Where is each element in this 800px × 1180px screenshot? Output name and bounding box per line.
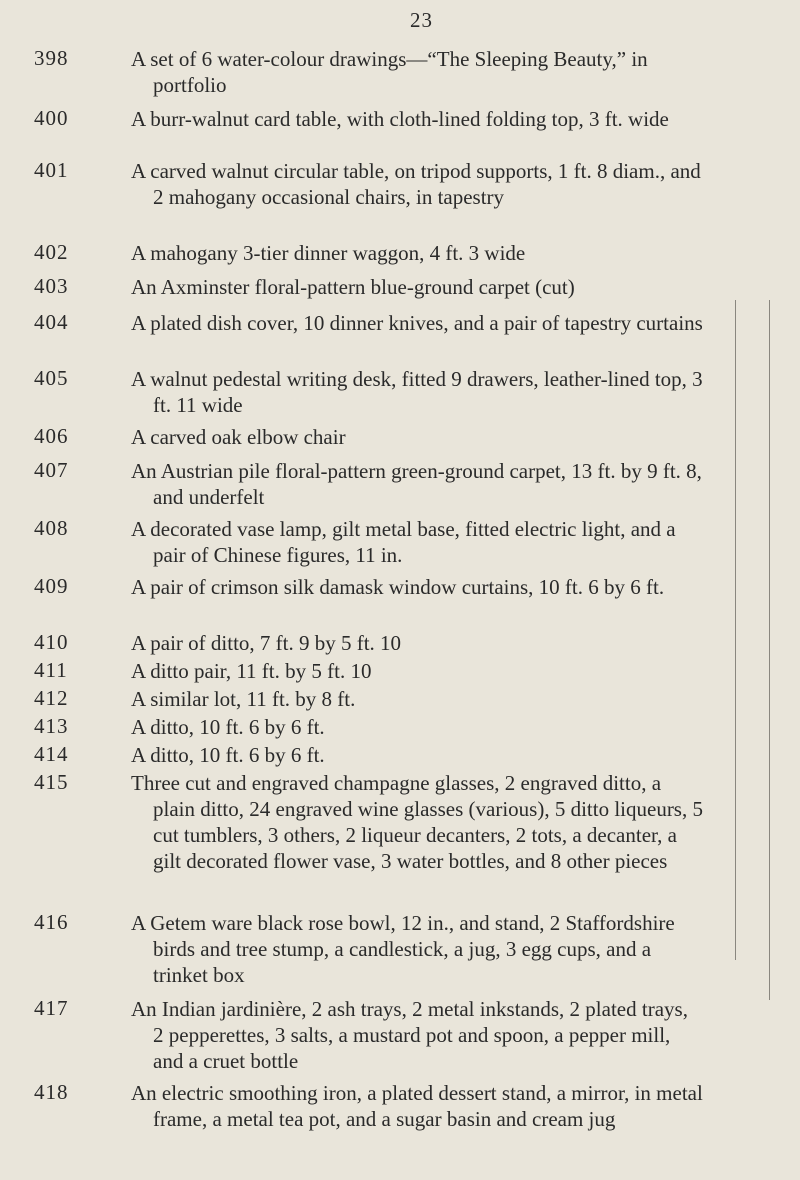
lot-description: An Axminster floral-pattern blue-ground carpet (cut) <box>131 275 575 299</box>
lot-number: 411 <box>34 658 68 682</box>
lot-description: A ditto, 10 ft. 6 by 6 ft. <box>131 743 325 767</box>
lot-description: A walnut pedestal writing desk, fitted 9 drawers, leather-lined top, 3 ft. 11 wide <box>131 367 703 417</box>
lot-description: A plated dish cover, 10 dinner knives, and a pair of tapestry curtains <box>131 311 703 335</box>
lot-description: A mahogany 3-tier dinner waggon, 4 ft. 3 wide <box>131 241 526 265</box>
lot-number: 407 <box>34 458 69 482</box>
lot-number: 402 <box>34 240 69 264</box>
lot-description: A Getem ware black rose bowl, 12 in., and stand, 2 Staffordshire birds and tree stump, a candlestick, a jug, 3 egg cups, and a trinket box <box>131 911 675 987</box>
lot-description: An Indian jardinière, 2 ash trays, 2 metal inkstands, 2 plated trays, 2 pepperettes, 3 salts, a mustard pot and spoon, a pepper mill, and a cruet bottle <box>131 997 688 1073</box>
lot-description: Three cut and engraved champagne glasses, 2 engraved ditto, a plain ditto, 24 engraved wine glasses (various), 5 ditto liqueurs, 5 cut tumblers, 3 others, 2 liqueur decanters, 2 tots, a decanter, a gilt decorated flower vase, 3 water bottles, and 8 other pieces <box>131 771 703 873</box>
lot-description: A pair of crimson silk damask window curtains, 10 ft. 6 by 6 ft. <box>131 575 665 599</box>
lot-number: 416 <box>34 910 69 934</box>
lot-number: 406 <box>34 424 69 448</box>
lot-number: 413 <box>34 714 69 738</box>
lot-description: An electric smoothing iron, a plated dessert stand, a mirror, in metal frame, a metal tea pot, and a sugar basin and cream jug <box>131 1081 703 1131</box>
lot-number: 415 <box>34 770 69 794</box>
lot-number: 417 <box>34 996 69 1020</box>
lot-description: A similar lot, 11 ft. by 8 ft. <box>131 687 356 711</box>
lot-number: 409 <box>34 574 69 598</box>
lot-number: 414 <box>34 742 69 766</box>
lot-description: A ditto, 10 ft. 6 by 6 ft. <box>131 715 325 739</box>
page-edge-line <box>769 300 772 1000</box>
lot-number: 410 <box>34 630 69 654</box>
lot-description: A pair of ditto, 7 ft. 9 by 5 ft. 10 <box>131 631 402 655</box>
lot-number: 408 <box>34 516 69 540</box>
lot-number: 418 <box>34 1080 69 1104</box>
lot-number: 398 <box>34 46 69 70</box>
lot-number: 412 <box>34 686 69 710</box>
lot-number: 405 <box>34 366 69 390</box>
lot-description: A carved oak elbow chair <box>131 425 346 449</box>
lot-description: A set of 6 water-colour drawings—“The Sleeping Beauty,” in portfolio <box>131 47 648 97</box>
lot-description: An Austrian pile floral-pattern green-ground carpet, 13 ft. by 9 ft. 8, and underfelt <box>131 459 702 509</box>
lot-number: 403 <box>34 274 69 298</box>
page-number: 23 <box>410 8 433 32</box>
lot-description: A decorated vase lamp, gilt metal base, fitted electric light, and a pair of Chinese figures, 11 in. <box>131 517 676 567</box>
lot-description: A burr-walnut card table, with cloth-lined folding top, 3 ft. wide <box>131 107 669 131</box>
lot-number: 404 <box>34 310 69 334</box>
page-edge-line <box>735 300 739 960</box>
lot-number: 400 <box>34 106 69 130</box>
lot-number: 401 <box>34 158 69 182</box>
lot-description: A ditto pair, 11 ft. by 5 ft. 10 <box>131 659 372 683</box>
lot-description: A carved walnut circular table, on tripod supports, 1 ft. 8 diam., and 2 mahogany occasional chairs, in tapestry <box>131 159 701 209</box>
